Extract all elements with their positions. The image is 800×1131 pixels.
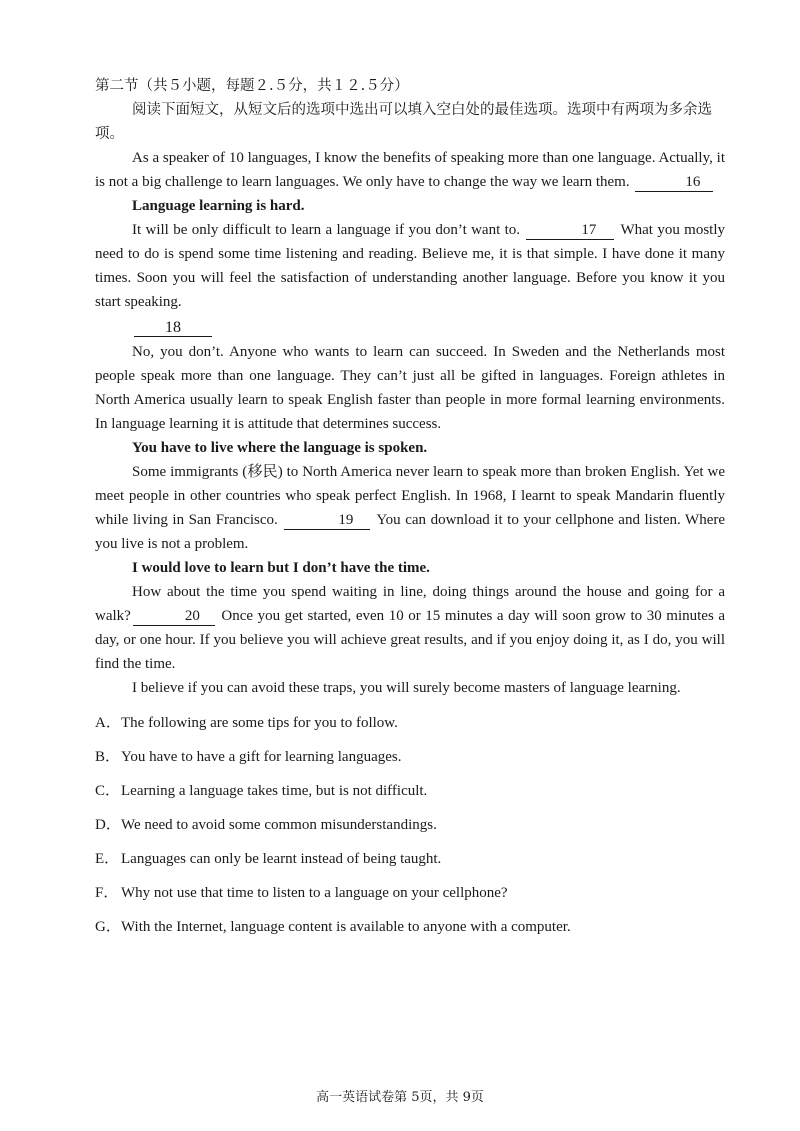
page-footer: 高一英语试卷第 5页，共 9页 — [316, 1090, 484, 1105]
paragraph-text: It will be only difficult to learn a language if you don’t want to. — [132, 222, 521, 238]
heading-live-where-spoken: You have to live where the language is spoken. — [132, 440, 428, 456]
option-f — [95, 876, 725, 910]
paragraph-text: What you mostly need to do is spend some time listening and reading. Believe me, it is that simple. I have done it many times. Soon you will feel the satisfaction of understanding another language. Before you know it you start speaking. — [95, 222, 726, 310]
option-text: Why not use that time to listen to a language on your cellphone? — [121, 885, 508, 901]
blank-19: 19 — [284, 512, 370, 530]
option-b — [95, 740, 725, 774]
option-d — [95, 808, 725, 842]
heading-language-hard: Language learning is hard. — [132, 198, 305, 214]
section-title: 第二节（共５小题，每题２.５分，共１２.５分） — [95, 78, 409, 94]
option-letter: C． — [95, 783, 121, 799]
blank-18-line — [95, 316, 725, 340]
blank-17: 17 — [526, 222, 614, 240]
paragraph-text: As a speaker of 10 languages, I know the benefits of speaking more than one language. Actually, it is not a big challenge to learn languages. We only have to change the way we learn them. — [95, 150, 725, 190]
option-text: We need to avoid some common misunderstandings. — [121, 817, 437, 833]
heading-no-time: I would love to learn but I don’t have the time. — [132, 560, 430, 576]
option-letter: G． — [95, 919, 121, 935]
option-letter: B． — [95, 749, 121, 765]
option-text: You have to have a gift for learning languages. — [121, 749, 402, 765]
blank-16: 16 — [635, 174, 713, 192]
option-text: The following are some tips for you to follow. — [121, 715, 398, 731]
option-g — [95, 910, 725, 944]
options-list — [95, 706, 725, 944]
paragraph-5 — [95, 580, 725, 676]
paragraph-text: You can download it to your cellphone and listen. Where you live is not a problem. — [95, 512, 725, 552]
paragraph-conclusion: I believe if you can avoid these traps, you will surely become masters of language learning. — [132, 680, 681, 696]
blank-18: 18 — [134, 319, 212, 337]
option-e — [95, 842, 725, 876]
option-c — [95, 774, 725, 808]
section-instructions: 阅读下面短文，从短文后的选项中选出可以填入空白处的最佳选项。选项中有两项为多余选项。 — [95, 102, 712, 142]
option-a — [95, 706, 725, 740]
option-text: With the Internet, language content is available to anyone with a computer. — [121, 919, 571, 935]
option-text: Languages can only be learnt instead of being taught. — [121, 851, 442, 867]
option-letter: E． — [95, 851, 120, 867]
blank-20: 20 — [133, 608, 215, 626]
option-letter: F． — [95, 885, 119, 901]
paragraph-4 — [95, 460, 725, 556]
paragraph-intro — [95, 146, 725, 194]
option-text: Learning a language takes time, but is not difficult. — [121, 783, 428, 799]
exam-page — [95, 74, 725, 944]
paragraph-3: No, you don’t. Anyone who wants to learn can succeed. In Sweden and the Netherlands most people speak more than one language. They can’t just all be gifted in languages. Foreign athletes in North America usually learn to speak English faster than people in more formal learning environments. In language learning it is attitude that determines success. — [95, 344, 725, 432]
paragraph-2 — [95, 218, 725, 314]
paragraph-text: Some immigrants (移民) to North America never learn to speak more than broken English. Yet we meet people in other countries who speak perfect English. In 1968, I learnt to speak Mandarin fluently while living in San Francisco. — [95, 464, 725, 528]
option-letter: A． — [95, 715, 121, 731]
paragraph-text: Once you get started, even 10 or 15 minutes a day will soon grow to 30 minutes a day, or one hour. If you believe you will achieve great results, and if you enjoy doing it, as I do, you will find the time. — [95, 608, 726, 672]
option-letter: D． — [95, 817, 121, 833]
paragraph-text: How about the time you spend waiting in line, doing things around the house and going for a walk? — [95, 584, 725, 624]
